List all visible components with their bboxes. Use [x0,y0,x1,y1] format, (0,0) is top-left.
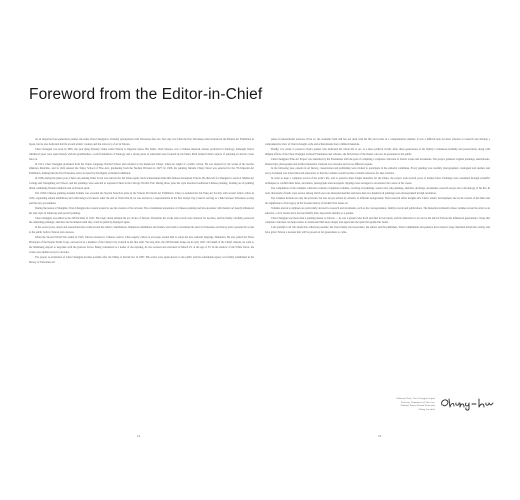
paragraph: I am grateful to all who made this collection possible: the Chen family, the researchers, the editors and the publishers. Their commitment and patience have turned a long-cherished dream into reality, and have given Taiwan a treasure that will be passed on for generations to come. [265,226,490,235]
paragraph: Chen Chengjun's Fine Art Project was launched by the Foundation with the goal of compiling a complete collection of Chen's works and documents. The project gathered original paintings, sketchbooks, manuscripts, photographs and archival materials scattered over decades and across different regions. [265,157,490,166]
paragraph: In 1913, Chen Chengjun graduated from the Taipei Language Normal School and returned to his hometown Chiayi, where he taught at a public school. He was inspired by the works of his teacher Ishikawa Kinichiro, and in 1924 entered the Tokyo School of Fine Arts, graduating from the Normal Division in 1927. In 1926, his painting Outside Chiayi Street was selected for the 7th Imperial Art Exhibition, making him the first Taiwanese artist accepted by this highly acclaimed exhibition. [29,162,254,176]
paragraph: Chen Chengjun was born in 1895, the year Qing Dynasty China ceded Taiwan to Imperial Japan. His father, Chen Shouyu, was a Chinese imperial scholar proficient in Sinology. Although Chen's childhood years were spent merely with his grandmother, a solid foundation of Sinology and a strong sense of patriotism were fostered by his father. Both formed Chen's objects of pursuing an artistic career later on. [29,147,254,161]
page-number-right: 15 [378,434,382,438]
paragraph: In order to keep a complete record of the artist's life, and to preserve these fragile materials for the future, the project took several years of intense labor. Paintings were examined through scientific techniques to confirm their dates, and letters, photographs and newspaper clippings were arranged to reconstruct the course of his career. [265,177,490,186]
paragraph: During the tenure at Shanghai, Chen Chengjun also toured around to see the creation of his artwork. The accumulated experience of Chinese painting and his encounter with modern art deeply influenced his later style in landscape and portrait painting. [29,206,254,215]
paragraph: The volumes include not only the artworks, but also essays written by scholars of different backgrounds. Their research offers insights into Chen's artistic development, the social context of his times and the significance of his legacy in the broader history of modern East Asian art. [265,196,490,205]
signature-line: Editor-in-Chief, Chen Chengjun Corpus [396,397,435,400]
paragraph: In the following year, experts in art history, conservation and publishing were invited to participate in the editorial committee. Every painting was carefully photographed, catalogued and studied, and every document was transcribed and annotated, so that the volumes would become a reliable reference for later scholars. [265,167,490,176]
paragraph: The 1930s Chinese painting Autumn Temple was awarded the Special Selection prize in the Taiwan Provincial Art Exhibition. Chen co-founded the Tai-Yang Art Society with several fellow artists in 1934, organizing annual exhibitions and cultivating local talents. After the end of World War II, he was elected as a representative in the first Chiayi City Council, serving as a link between Taiwanese society and the new government. [29,191,254,205]
paragraph: In 1928, during his junior year, Chen's oil painting Water Town was selected for the Teiten again. Such achievement made him famous throughout Taiwan. He then left for Shanghai to teach at Xinhua Art College and Changming Art School, and his paintings were selected to represent China in the Chicago World's Fair. During those years his style absorbed traditional Chinese painting, forming an oil painting idiom combining Western methods and an Eastern spirit. [29,177,254,191]
paragraph: When the Second World War ended in 1945, Taiwan returned to Chinese control. Chen eagerly called on everyone around him to adopt the new national language. Mandarin. He also joined the Three Principles of the People Youth Corps, and served as a member of the Chiayi City Council in the first term. Yet long after, the 228 Incident broke out in early 1947. On behalf of the Chiayi citizens, he went to the Shuishang Airport to negotiate with the garrison forces. Being considered as a leader of the uprising, he was arrested and executed on March 25, at the age of 53. In the shadow of the White Terror, his works were hidden away for decades. [29,236,254,254]
page-title: Foreword from the Editor-in-Chief [29,86,263,103]
paragraph: prizes in international auctions. Even so, the academic field still has not dealt with his life and works in a comprehensive manner. It was a difficult task for most scholars to research and develop a comprehensive view of Chen's thought, style and achievements due to limited materials. [265,138,490,146]
paragraph: Finally, it is easier to preserve Chen's painter who dedicated his whole life to art, as a mere political victim. After three generations of his family's continuous hardship and preservation, along with diligent efforts of the Chen Chengjun Cultural Foundation and scholars, the full picture of the master can now be presented to the public. [265,147,490,156]
signature-line: National Taiwan Normal University [400,404,435,408]
paragraph: The proper re-evaluation of Chen Chengjun became possible after the lifting of martial law in 1987. His works were again shown to the public and his remarkable legacy was firmly established in the history of Taiwanese art. [29,255,254,264]
paragraph: Chen Chengjun was killed in the 228 Incident of 1947. His tragic death stunned the art circles of Taiwan. Thereafter his works and records were silenced for decades, and his family carefully preserved the remaining paintings, sketches and documents until they could be publicly displayed again. [29,216,254,225]
paragraph: In the recent years, artists and researchers have rediscovered his artistic contributions. Numerous exhibitions and studies were held to reevaluate his place in Taiwanese art history and to present his works to the public both in Taiwan and overseas. [29,226,254,235]
handwritten-signature [439,395,495,411]
left-page-text [29,138,254,410]
signature-block [385,397,495,411]
signature-credits [385,397,435,411]
paragraph: As an important four-generation painter, the name Chen Chengjun is virtually synonymous with Taiwanese fine arts. Not only was Chen the first Taiwanese artist licensed in the Empire Art Exhibition in Japan, but he also dedicated his life toward artistic creation and the advocacy of art in Taiwan. [29,138,254,146]
page-number-left: 14 [137,434,141,438]
paragraph: Chen Chengjun was more than a painting master to Taiwan — he was a pioneer who lived and died for his ideals, and his dedication to art and to the land of Taiwan has influenced generations. I hope this complete collection can help readers to understand him more deeply and appreciate the spirit that guided his brush. [265,216,490,225]
signature-line: Professor, Department of Fine Arts, [400,400,435,404]
paragraph: The compilation of the complete collection consists of eighteen volumes, covering oil paintings, watercolors, ink paintings, sketches, drawings, documents, research essays and a chronology of his life. In total, thousands of items were sorted, among which over one thousand sketches and more than two hundred oil paintings were photographed in high resolution. [265,187,490,195]
right-page-text [265,138,490,410]
paragraph: Volumes eleven to eighteen are particularly devoted to research and documents, such as his correspondence, family records and publications. The materials included in these volumes reveal the artist as an educator, a civic leader and a devoted family man, beyond his identity as a painter. [265,206,490,215]
signature-line: Chiang Jen-chieh [418,407,435,411]
